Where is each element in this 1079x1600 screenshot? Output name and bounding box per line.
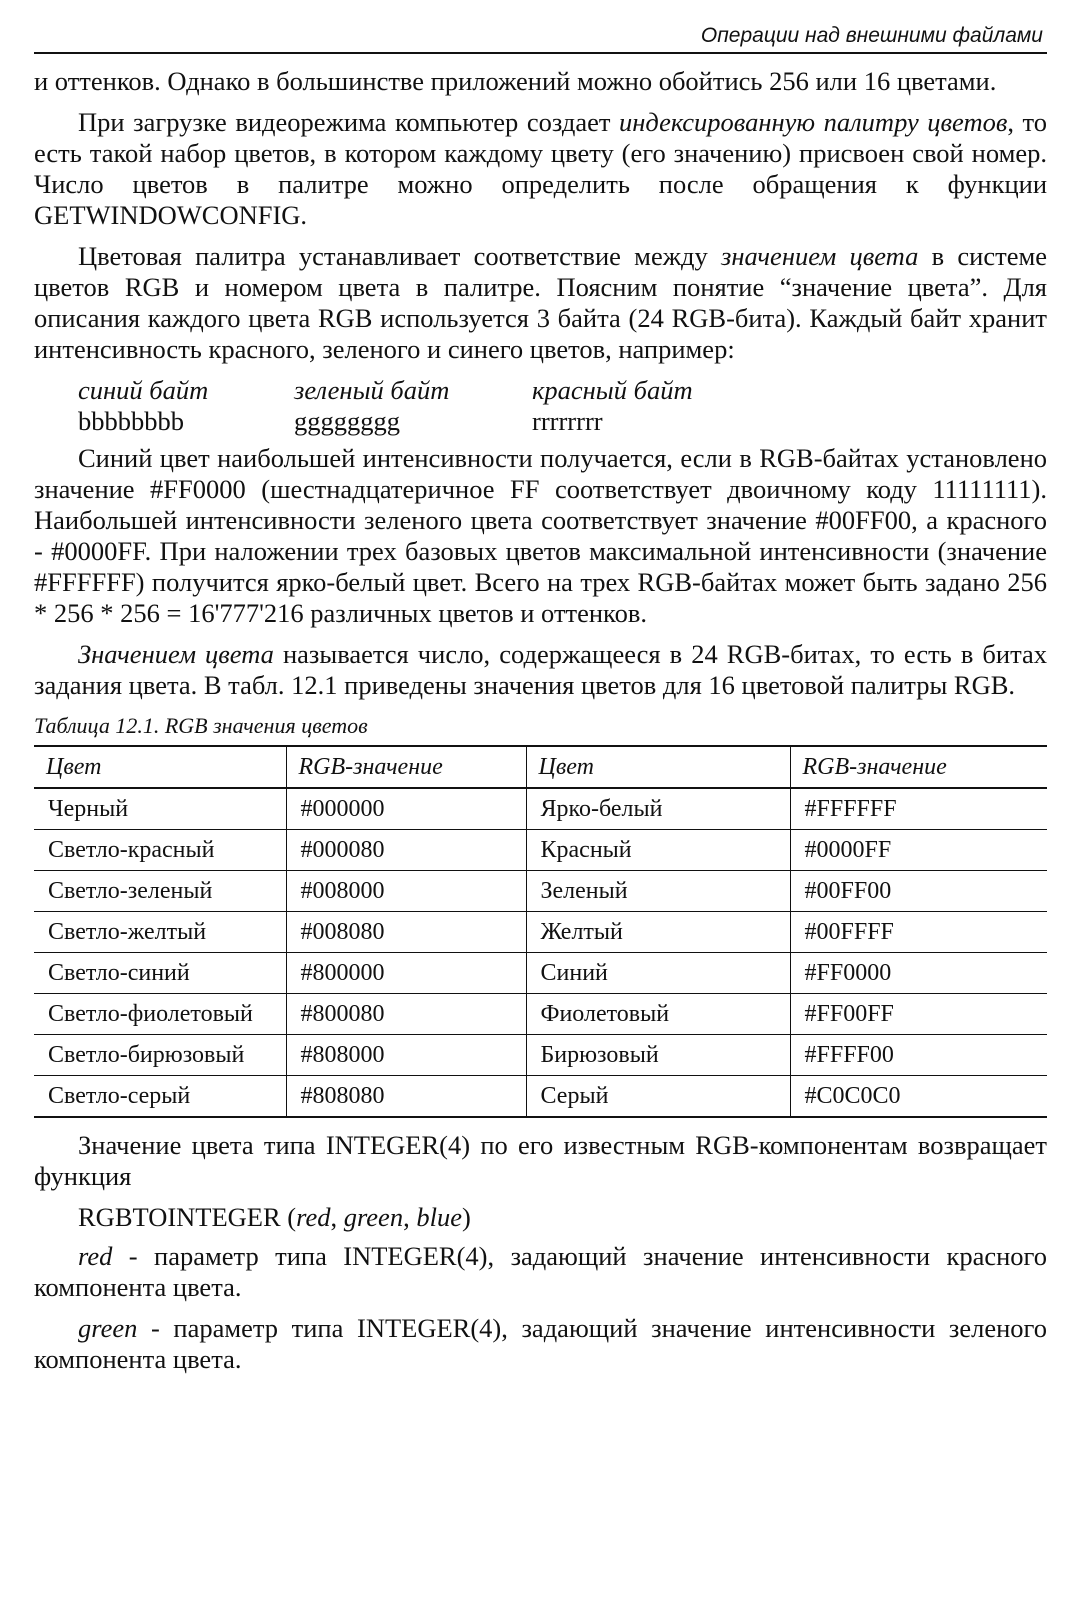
paragraph-2 xyxy=(34,107,1047,231)
table-cell: #800080 xyxy=(286,994,526,1035)
table-cell: Светло-зеленый xyxy=(34,871,286,912)
table-caption: Таблица 12.1. RGB значения цветов xyxy=(34,713,368,738)
table-row xyxy=(34,912,1047,953)
running-head: Операции над внешними файлами xyxy=(700,24,1043,47)
table-cell: #00FF00 xyxy=(790,871,1047,912)
table-row xyxy=(34,1035,1047,1076)
column-header-rgb-value: RGB-значение xyxy=(790,746,1047,788)
table-cell: #FF00FF xyxy=(790,994,1047,1035)
table-cell: Ярко-белый xyxy=(526,788,790,830)
byte-labels-row xyxy=(78,375,1047,406)
table-cell: #800000 xyxy=(286,953,526,994)
byte-layout xyxy=(78,375,1047,437)
table-cell: Зеленый xyxy=(526,871,790,912)
blue-byte-label: синий байт xyxy=(78,375,209,405)
table-cell: #C0C0C0 xyxy=(790,1076,1047,1118)
argument-separator: , xyxy=(330,1202,344,1232)
column-header-color: Цвет xyxy=(34,746,286,788)
term-color-value-definition: Значением цвета xyxy=(78,639,274,669)
table-cell: Черный xyxy=(34,788,286,830)
table-cell: Серый xyxy=(526,1076,790,1118)
table-cell: #FFFFFF xyxy=(790,788,1047,830)
table-cell: #000000 xyxy=(286,788,526,830)
table-cell: Фиолетовый xyxy=(526,994,790,1035)
column-header-rgb-value: RGB-значение xyxy=(286,746,526,788)
table-row xyxy=(34,1076,1047,1118)
table-cell: #808000 xyxy=(286,1035,526,1076)
table-cell: #008000 xyxy=(286,871,526,912)
argument-red: red xyxy=(296,1202,331,1232)
table-cell: Бирюзовый xyxy=(526,1035,790,1076)
paragraph-3 xyxy=(34,241,1047,365)
paragraph-2-start: При загрузке видеорежима компьютер создает xyxy=(78,107,619,137)
header-rule xyxy=(34,52,1047,54)
table-cell: Светло-красный xyxy=(34,830,286,871)
paragraph-1: и оттенков. Однако в большинстве приложений можно обойтись 256 или 16 цветами. xyxy=(34,66,997,96)
table-cell: #008080 xyxy=(286,912,526,953)
red-byte-bits: rrrrrrrr xyxy=(532,406,603,436)
table-cell: Светло-синий xyxy=(34,953,286,994)
param-green-name: green xyxy=(78,1313,138,1343)
table-row xyxy=(34,788,1047,830)
param-red-text: - параметр типа INTEGER(4), задающий значение интенсивности красного компонента цвета. xyxy=(34,1241,1047,1302)
green-byte-label: зеленый байт xyxy=(294,375,450,405)
table-cell: Желтый xyxy=(526,912,790,953)
body-text xyxy=(34,66,1047,741)
term-indexed-palette: индексированную палитру цветов xyxy=(618,107,1008,137)
byte-values-row xyxy=(78,406,1047,437)
param-red-description xyxy=(34,1241,1047,1303)
table-cell: Светло-бирюзовый xyxy=(34,1035,286,1076)
table-cell: #FFFF00 xyxy=(790,1035,1047,1076)
argument-blue: blue xyxy=(416,1202,462,1232)
paragraph-4: Синий цвет наибольшей интенсивности получается, если в RGB-байтах установлено значение #FF0000 (шестнадцатеричное FF соответствует двоичному коду 11111111). Наибольшей интенсивности зеленого цвета соответствует значение #00FF00, а красного - #0000FF. При наложении трех базовых цветов максимальной интенсивности (значение #FFFFFF) получится ярко-белый цвет. Всего на трех RGB-байтах может быть задано 256 * 256 * 256 = 16'777'216 различных цветов и оттенков. xyxy=(34,443,1047,628)
table-row xyxy=(34,953,1047,994)
table-cell: #808080 xyxy=(286,1076,526,1118)
param-green-description xyxy=(34,1313,1047,1375)
argument-separator: , xyxy=(403,1202,417,1232)
paragraph-3-start: Цветовая палитра устанавливает соответствие между xyxy=(78,241,722,271)
paragraph-6: Значение цвета типа INTEGER(4) по его известным RGB-компонентам возвращает функция xyxy=(34,1130,1047,1191)
rgb-color-table xyxy=(34,745,1047,1118)
table-header-row xyxy=(34,746,1047,788)
table-row xyxy=(34,994,1047,1035)
function-close-paren: ) xyxy=(461,1202,471,1232)
function-name: RGBTOINTEGER ( xyxy=(78,1202,297,1232)
table-cell: Синий xyxy=(526,953,790,994)
table-cell: #0000FF xyxy=(790,830,1047,871)
book-page xyxy=(34,22,1047,1385)
table-cell: #FF0000 xyxy=(790,953,1047,994)
red-byte-label: красный байт xyxy=(532,375,693,405)
paragraph-5-end: называется число, содержащееся в 24 RGB-битах, то есть в битах задания цвета. В табл. 12.1 приведены значения цветов для 16 цветовой палитры RGB. xyxy=(34,639,1047,700)
table-cell: Светло-фиолетовый xyxy=(34,994,286,1035)
paragraph-3-end: в системе цветов RGB и номером цвета в палитре. Поясним понятие “значение цвета”. Для описания каждого цвета RGB используется 3 байта (24 RGB-бита). Каждый байт хранит интенсивность красного, зеленого и синего цветов, например: xyxy=(34,241,1047,364)
blue-byte-bits: bbbbbbbb xyxy=(78,406,184,436)
function-signature xyxy=(78,1202,1047,1233)
term-color-value: значением цвета xyxy=(721,241,919,271)
green-byte-bits: gggggggg xyxy=(294,406,400,436)
table-row xyxy=(34,830,1047,871)
param-green-text: - параметр типа INTEGER(4), задающий значение интенсивности зеленого компонента цвета. xyxy=(34,1313,1047,1374)
body-text-continued xyxy=(34,1130,1047,1375)
paragraph-2-end: , то есть такой набор цветов, в котором каждому цвету (его значению) присвоен свой номер. Число цветов в палитре можно определить после обращения к функции GETWINDOWCONFIG. xyxy=(34,107,1047,230)
table-cell: Светло-серый xyxy=(34,1076,286,1118)
param-red-name: red xyxy=(78,1241,113,1271)
table-cell: #000080 xyxy=(286,830,526,871)
paragraph-5 xyxy=(34,639,1047,701)
column-header-color: Цвет xyxy=(526,746,790,788)
table-row xyxy=(34,871,1047,912)
argument-green: green xyxy=(343,1202,404,1232)
table-cell: Красный xyxy=(526,830,790,871)
table-cell: Светло-желтый xyxy=(34,912,286,953)
table-cell: #00FFFF xyxy=(790,912,1047,953)
